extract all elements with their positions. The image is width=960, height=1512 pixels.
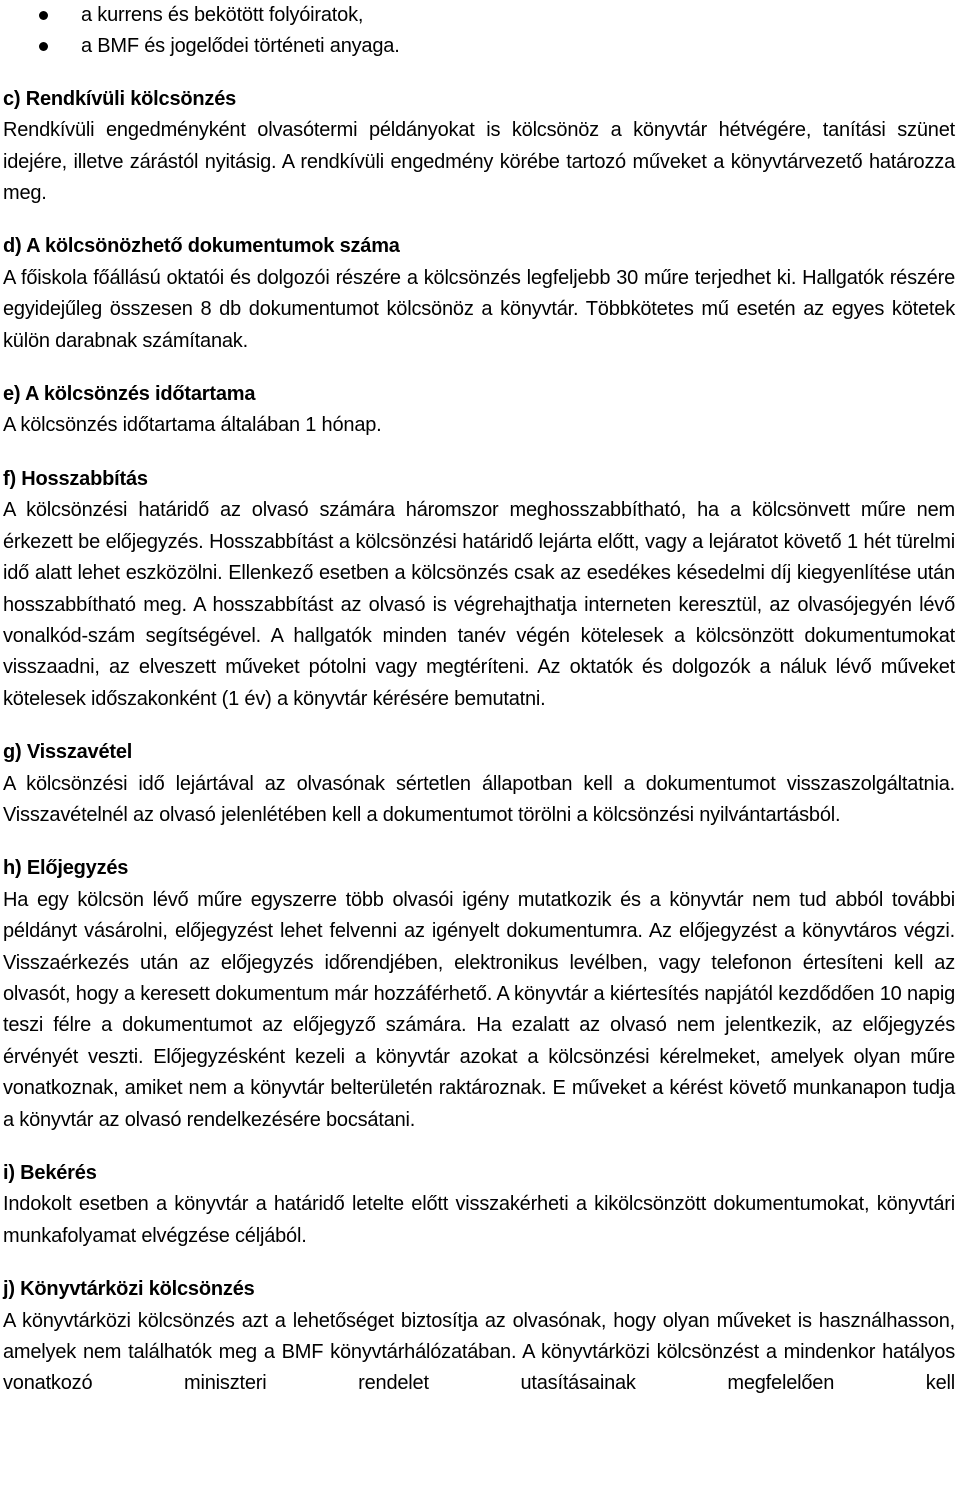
bullet-text: a kurrens és bekötött folyóiratok, [81,4,364,26]
section-visszavetel [3,737,955,831]
section-body: A kölcsönzési határidő az olvasó számára háromszor meghosszabbítható, ha a kölcsönvett műre nem érkezett be előjegyzés. Hosszabbítást a kölcsönzési határidő lejárta előtt, vagy a lejáratot követő 1 hét türelmi idő alatt lehet eszközölni. Ellenkező esetben a kölcsönzés csak az esedékes késedelmi díj kiegyenlítése után hosszabbítható meg. A hosszabbítást az olvasó is végrehajthatja interneten keresztül, az olvasójegyén lévő vonalkód-szám segítségével. A hallgatók minden tanév végén kötelesek a kölcsönzött dokumentumokat visszaadni, az elveszett műveket pótolni vagy megtéríteni. Az oktatók és dolgozók a náluk lévő műveket kötelesek időszakonként (1 év) a könyvtár kérésére bemutatni. [3,499,955,710]
section-body: Rendkívüli engedményként olvasótermi példányokat is kölcsönöz a könyvtár hétvégére, tanítási szünet idejére, illetve zárástól nyitásig. A rendkívüli engedmény körébe tartozó műveket a könyvtárvezető határozza meg. [3,119,955,205]
section-bekeres [3,1158,955,1252]
section-body: Ha egy kölcsön lévő műre egyszerre több olvasói igény mutatkozik és a könyvtár nem tud abból további példányt vásárolni, előjegyzést lehet felvenni az igényelt dokumentumra. Az előjegyzést a könyvtáros végzi. Visszaérkezés után az előjegyzés időrendjében, elektronikus levélben, vagy telefonon értesíteni kell az olvasót, hogy a keresett dokumentum már hozzáférhető. A könyvtár a kiértesítés napjától kezdődően 10 napig teszi félre a dokumentumot az előjegyző számára. Ha ezalatt az olvasó nem jelentkezik, az előjegyzés érvényét veszti. Előjegyzésként kezeli a könyvtár azokat a kölcsönzési kérelmeket, amelyek olyan műre vonatkoznak, amiket nem a könyvtár belterületén raktároznak. E műveket a kérést követő munkanapon tudja a könyvtár az olvasó rendelkezésére bocsátani. [3,888,955,1131]
section-rendkivuli-kolcsonzes [3,84,955,210]
section-body: A kölcsönzés időtartama általában 1 hónap. [3,414,382,437]
section-heading: c) Rendkívüli kölcsönzés [3,87,237,110]
bullet-text: a BMF és jogelődei történeti anyaga. [81,35,400,58]
document-page [3,0,955,1400]
bullet-item [3,31,955,62]
section-body: Indokolt esetben a könyvtár a határidő letelte előtt visszakérheti a kikölcsönzött dokumentumokat, könyvtári munkafolyamat elvégzése céljából. [3,1193,955,1247]
section-heading: h) Előjegyzés [3,857,129,880]
section-heading: g) Visszavétel [3,741,133,764]
bullet-list [3,0,955,63]
section-idotartam [3,379,955,442]
bullet-dot-icon [39,42,48,51]
section-heading: d) A kölcsönözhető dokumentumok száma [3,235,400,258]
section-hosszabbitas [3,464,955,715]
section-heading: e) A kölcsönzés időtartama [3,383,256,406]
section-konyvtarkozi-kolcsonzes [3,1274,955,1400]
section-heading: f) Hosszabbítás [3,467,148,490]
section-body: A főiskola főállású oktatói és dolgozói részére a kölcsönzés legfeljebb 30 műre terjedhet ki. Hallgatók részére egyidejűleg összesen 8 db dokumentumot kölcsönöz a könyvtár. Többkötetes mű esetén az egyes kötetek külön darabnak számítanak. [3,266,955,352]
section-body: A kölcsönzési idő lejártával az olvasónak sértetlen állapotban kell a dokumentumot visszaszolgáltatnia. Visszavételnél az olvasó jelenlétében kell a dokumentumot törölni a kölcsönzési nyilvántartásból. [3,772,955,826]
section-heading: i) Bekérés [3,1162,97,1184]
bullet-item [3,0,955,31]
section-dokumentumok-szama [3,231,955,357]
bullet-dot-icon [39,11,48,20]
section-body: A könyvtárközi kölcsönzés azt a lehetőséget biztosítja az olvasónak, hogy olyan műveket is használhasson, amelyek nem találhatók meg a BMF könyvtárhálózatában. A könyvtárközi kölcsönzést a mindenkor hatályos vonatkozó miniszteri rendelet utasításainak megfelelően kell [3,1309,955,1395]
section-heading: j) Könyvtárközi kölcsönzés [3,1278,255,1301]
section-elojegyzes [3,853,955,1136]
